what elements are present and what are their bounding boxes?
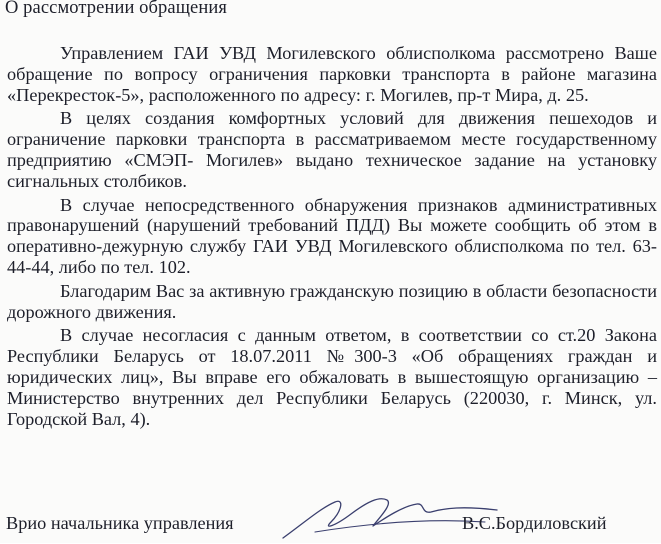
paragraph-measures: В целях создания комфортных условий для движения пешеходов и ограничение парковки транспорта в рассматриваемом месте государственному предприятию «СМЭП- Могилев» выдано техническое задание на установку сигнальных столбиков. bbox=[7, 108, 657, 191]
paragraph-thanks: Благодарим Вас за активную гражданскую позицию в области безопасности дорожного движения. bbox=[7, 280, 657, 322]
paragraph-report-violations: В случае непосредственного обнаружения признаков административных правонарушений (нарушений требований ПДД) Вы можете сообщить об этом в оперативно-дежурную службу ГАИ УВД Могилевского облисполкома по тел. 63-44-44, либо по тел. 102. bbox=[7, 194, 657, 277]
paragraph-review: Управлением ГАИ УВД Могилевского облисполкома рассмотрено Ваше обращение по вопросу ограничения парковки транспорта в районе магазина «Перекресток-5», расположенного по адресу: г. Могилев, пр-т Мира, д. 25. bbox=[7, 43, 657, 105]
signatory-name: В.С.Бордиловский bbox=[462, 513, 607, 533]
letter-subject: О рассмотрении обращения bbox=[5, 0, 227, 18]
signatory-position: Врио начальника управления bbox=[6, 513, 234, 533]
paragraph-appeal: В случае несогласия с данным ответом, в соответствии со ст.20 Закона Республики Беларусь от 18.07.2011 №300-3 «Об обращениях граждан и юридических лиц», Вы вправе его обжаловать в вышестоящую организацию – Министерство внутренних дел Республики Беларусь (220030, г. Минск, ул. Городской Вал, 4). bbox=[7, 325, 657, 429]
letter-body bbox=[7, 43, 657, 432]
